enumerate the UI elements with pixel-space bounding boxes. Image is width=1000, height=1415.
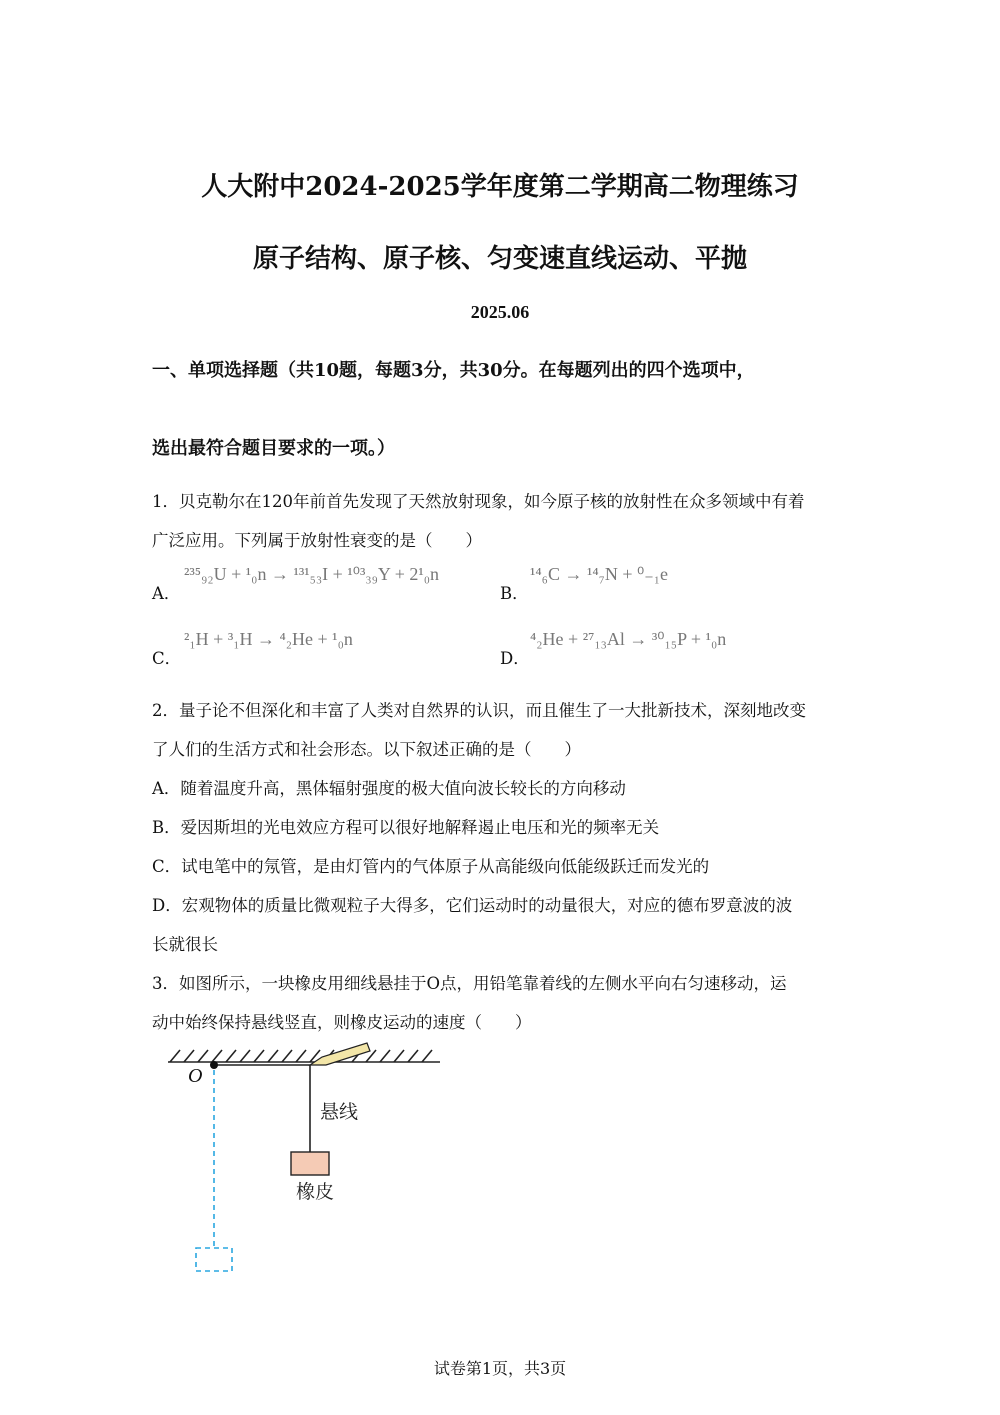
section-heading-line-2: 选出最符合题目要求的一项。） xyxy=(152,438,395,459)
ceiling xyxy=(168,1050,440,1062)
q1-option-c-equation: ²₁H + ³₁H → ⁴₂He + ¹₀n xyxy=(184,629,353,649)
section-heading-line-1: 一、单项选择题（共10题，每题3分，共30分。在每题列出的四个选项中， xyxy=(152,360,755,381)
q2-option-a: A．随着温度升高，黑体辐射强度的极大值向波长较长的方向移动 xyxy=(152,779,626,798)
question-1-line-1: 1．贝克勒尔在120年前首先发现了天然放射现象，如今原子核的放射性在众多领域中有着 xyxy=(152,492,805,511)
title-line-2: 原子结构、原子核、匀变速直线运动、平抛 xyxy=(252,244,747,274)
q2-option-c: C．试电笔中的氖管，是由灯管内的气体原子从高能级向低能级跃迁而发光的 xyxy=(152,857,710,876)
string-label: 悬线 xyxy=(320,1101,359,1123)
q1-option-d-label: D． xyxy=(500,649,530,668)
question-3-line-1: 3．如图所示，一块橡皮用细线悬挂于O点，用铅笔靠着线的左侧水平向右匀速移动，运 xyxy=(152,974,787,993)
exam-date: 2025.06 xyxy=(470,302,530,322)
question-3-line-2: 动中始终保持悬线竖直，则橡皮运动的速度（ ） xyxy=(152,1013,532,1032)
q1-option-a-equation: ²³⁵₉₂U + ¹₀n → ¹³¹₅₃I + ¹⁰³₃₉Y + 2¹₀n xyxy=(184,564,440,584)
eraser-pendulum-figure xyxy=(160,1040,460,1280)
title-line-1: 人大附中2024-2025学年度第二学期高二物理练习 xyxy=(201,172,799,202)
eraser-label: 橡皮 xyxy=(296,1181,335,1203)
point-o xyxy=(210,1061,218,1069)
question-2-line-2: 了人们的生活方式和社会形态。以下叙述正确的是（ ） xyxy=(152,740,581,759)
page-footer: 试卷第1页，共3页 xyxy=(433,1359,567,1378)
q1-option-c-label: C． xyxy=(152,649,182,668)
q2-option-d: D．宏观物体的质量比微观粒子大得多，它们运动时的动量很大，对应的德布罗意波的波 xyxy=(152,896,793,915)
point-o-label: O xyxy=(188,1065,203,1087)
dashed-eraser-position xyxy=(196,1248,232,1271)
q2-option-d-continued: 长就很长 xyxy=(152,935,218,954)
q1-option-d-equation: ⁴₂He + ²⁷₁₃Al → ³⁰₁₅P + ¹₀n xyxy=(530,629,727,649)
q1-option-b-equation: ¹⁴₆C → ¹⁴₇N + ⁰₋₁e xyxy=(530,564,669,584)
q1-option-a-label: A． xyxy=(152,584,181,603)
q1-option-b-label: B． xyxy=(500,584,529,603)
q2-option-b: B．爱因斯坦的光电效应方程可以很好地解释遏止电压和光的频率无关 xyxy=(152,818,660,837)
question-1-line-2: 广泛应用。下列属于放射性衰变的是（ ） xyxy=(152,531,482,550)
question-2-line-1: 2．量子论不但深化和丰富了人类对自然界的认识，而且催生了一大批新技术，深刻地改变 xyxy=(152,701,806,720)
eraser xyxy=(291,1152,329,1175)
